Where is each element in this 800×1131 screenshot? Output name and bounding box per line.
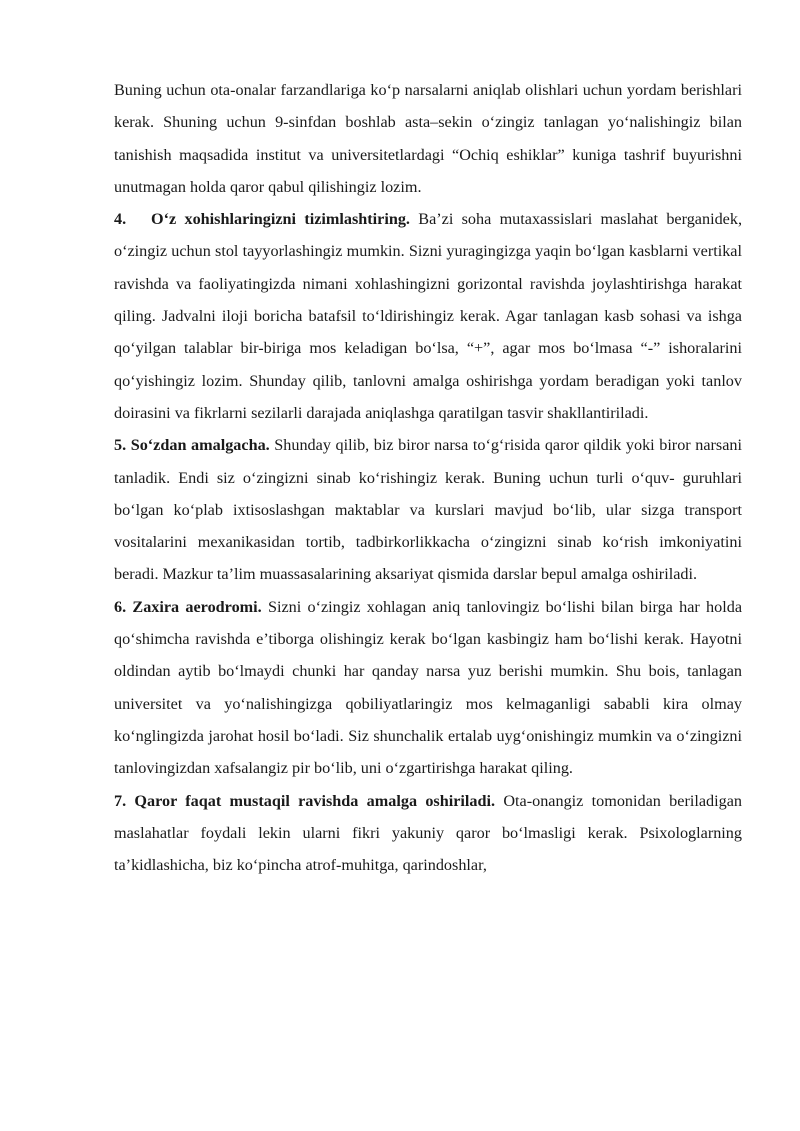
paragraph-6 xyxy=(114,591,742,785)
paragraph-heading: 5. Soʻzdan amalgacha. xyxy=(114,436,270,455)
paragraph-heading: 7. Qaror faqat mustaqil ravishda amalga oshiriladi. xyxy=(114,791,496,810)
paragraph-text: Ota-onangiz tomonidan beriladigan maslahatlar foydali lekin ularni fikri yakuniy qaror boʻlmasligi kerak. Psixologlarning ta’kidlashicha, biz koʻpincha atrof-muhitga, qarindoshlar, xyxy=(114,791,742,875)
paragraph-text: Shunday qilib, biz biror narsa toʻgʻrisida qaror qildik yoki biror narsani tanladik. Endi siz oʻzingizni sinab koʻrishingiz kerak. Buning uchun turli oʻquv- guruhlari boʻlgan koʻplab ixtisoslashgan maktablar va kurslari mavjud boʻlib, ular sizga transport vositalarini mexanikasidan tortib, tadbirkorlikkacha oʻzingizni sinab koʻrish imkoniyatini beradi. Mazkur ta’lim muassasalarining aksariyat qismida darslar bepul amalga oshiriladi. xyxy=(114,436,742,584)
paragraph-5 xyxy=(114,429,742,590)
paragraph-intro xyxy=(114,74,742,203)
paragraph-text: Buning uchun ota-onalar farzandlariga koʻp narsalarni aniqlab olishlari uchun yordam berishlari kerak. Shuning uchun 9-sinfdan boshlab asta–sekin oʻzingiz tanlagan yoʻnalishingiz bilan tanishish maqsadida institut va universitetlardagi “Ochiq eshiklar” kuniga tashrif buyurishni unutmagan holda qaror qabul qilishingiz lozim. xyxy=(114,81,742,196)
paragraph-heading: 4. Oʻz xohishlaringizni tizimlashtiring. xyxy=(114,210,410,229)
document-page xyxy=(114,74,742,881)
paragraph-text: Ba’zi soha mutaxassislari maslahat berganidek, oʻzingiz uchun stol tayyorlashingiz mumkin. Sizni yuragingizga yaqin boʻlgan kasblarni vertikal ravishda va faoliyatingizda nimani xohlashingizni gorizontal ravishda joylashtirishga harakat qiling. Jadvalni iloji boricha batafsil toʻldirishingiz kerak. Agar tanlagan kasb sohasi va ishga qoʻyilgan talablar bir-biriga mos keladigan boʻlsa, “+”, agar mos boʻlmasa “-” ishoralarini qoʻyishingiz lozim. Shunday qilib, tanlovni amalga oshirishga yordam beradigan yoki tanlov doirasini va fikrlarni sezilarli darajada aniqlashga qaratilgan tasvir shakllantiriladi. xyxy=(114,210,742,422)
paragraph-4 xyxy=(114,203,742,429)
paragraph-text: Sizni oʻzingiz xohlagan aniq tanlovingiz boʻlishi bilan birga har holda qoʻshimcha ravishda e’tiborga olishingiz kerak boʻlgan kasbingiz ham boʻlishi kerak. Hayotni oldindan aytib boʻlmaydi chunki har qanday narsa yuz berishi mumkin. Shu bois, tanlagan universitet va yoʻnalishingizga qobiliyatlaringiz mos kelmaganligi sababli kira olmay koʻnglingizda jarohat hosil boʻladi. Siz shunchalik ertalab uygʻonishingiz mumkin va oʻzingizni tanlovingizdan xafsalangiz pir boʻlib, uni oʻzgartirishga harakat qiling. xyxy=(114,597,743,778)
paragraph-heading: 6. Zaxira aerodromi. xyxy=(114,597,262,616)
paragraph-7 xyxy=(114,785,742,882)
